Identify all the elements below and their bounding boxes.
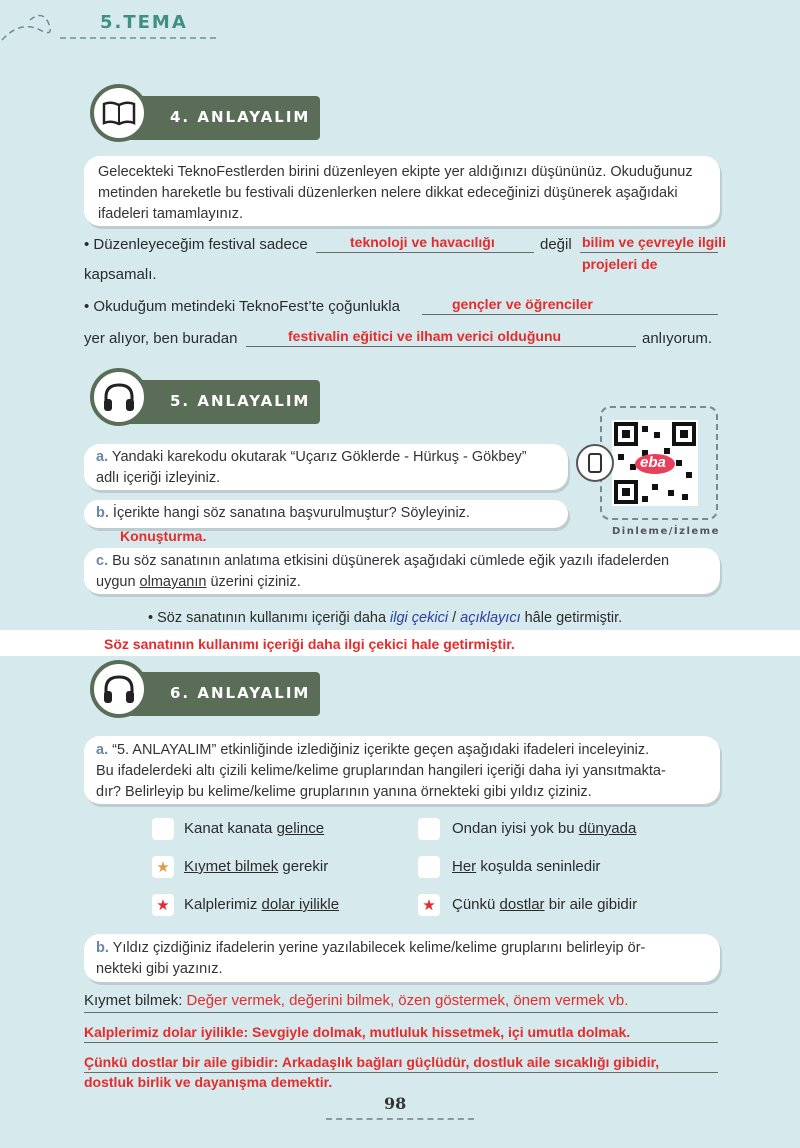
list-item xyxy=(184,858,328,875)
item-text: gerekir xyxy=(278,858,329,875)
question-text: Yıldız çizdiğiniz ifadelerin yerine yazılabilecek kelime/kelime gruplarını belirleyip ör- xyxy=(112,940,646,956)
item-text: Kanat kanata xyxy=(184,820,277,837)
answer-text: festivalin eğitici ve ilham verici olduğunu xyxy=(288,328,562,344)
instruction-box xyxy=(84,156,720,226)
example-label: Kıymet bilmek: xyxy=(84,992,183,1009)
answer-line xyxy=(84,1072,718,1073)
list-item xyxy=(184,820,324,837)
answer-text: bilim ve çevreyle ilgili xyxy=(582,234,726,250)
option-text: açıklayıcı xyxy=(460,610,521,626)
sentence-part: • Söz sanatının kullanımı içeriği daha xyxy=(148,610,391,626)
question-label: b. xyxy=(96,505,109,521)
section-title: 5. ANLAYALIM xyxy=(170,392,311,410)
item-underlined: Kıymet bilmek xyxy=(184,858,279,875)
item-underlined: gelince xyxy=(276,820,325,837)
answer-line xyxy=(422,314,718,315)
star-icon: ★ xyxy=(156,858,170,876)
list-item xyxy=(452,820,636,837)
question-text: uygun xyxy=(96,574,140,590)
question-c-box xyxy=(84,548,720,594)
section-title: 4. ANLAYALIM xyxy=(170,108,311,126)
sentence-part: anlıyorum. xyxy=(642,330,713,347)
star-checkbox[interactable] xyxy=(418,856,440,878)
book-icon xyxy=(90,84,148,142)
list-item xyxy=(184,896,339,913)
item-underlined: dolar iyilikle xyxy=(261,896,340,913)
question-b-box xyxy=(84,934,720,982)
sentence-part: kapsamalı. xyxy=(84,266,157,283)
question-label: b. xyxy=(96,940,109,956)
question-text: nekteki gibi yazınız. xyxy=(96,961,223,977)
question-a-box xyxy=(84,444,568,490)
instruction-text: Gelecekteki TeknoFestlerden birini düzenleyen ekipte yer aldığınızı düşününüz. Okuduğunuz metinden hareketle bu festivali düzenlerken nelere dikkat edeceğinizi düşünerek aşağıdaki ifadeleri tamamlayınız. xyxy=(98,164,693,222)
example-answer xyxy=(84,992,628,1009)
question-b-box xyxy=(84,500,568,528)
headphones-icon xyxy=(90,660,148,718)
question-text: İçerikte hangi söz sanatına başvurulmuştur? Söyleyiniz. xyxy=(112,505,470,521)
example-text: Değer vermek, değerini bilmek, özen göstermek, önem vermek vb. xyxy=(186,992,629,1009)
star-checkbox[interactable] xyxy=(418,894,440,916)
star-icon: ★ xyxy=(422,896,436,914)
star-icon: ★ xyxy=(156,896,170,914)
answer-text: gençler ve öğrenciler xyxy=(452,296,593,312)
answer-line xyxy=(580,252,718,253)
list-item xyxy=(452,858,600,875)
separator: / xyxy=(448,610,461,626)
qr-brand: eba xyxy=(640,454,666,471)
section-title: 6. ANLAYALIM xyxy=(170,684,311,702)
answer-text: Kalplerimiz dolar iyilikle: Sevgiyle dolmak, mutluluk hissetmek, içi umutla dolmak. xyxy=(84,1024,631,1040)
item-underlined: Her xyxy=(452,858,477,875)
phone-icon xyxy=(576,444,614,482)
sentence-part: yer alıyor, ben buradan xyxy=(84,330,238,347)
star-checkbox[interactable] xyxy=(152,818,174,840)
question-label: a. xyxy=(96,742,109,758)
sentence-part: değil xyxy=(540,236,572,253)
question-a-box xyxy=(84,736,720,804)
item-underlined: dostlar xyxy=(499,896,545,913)
star-checkbox[interactable] xyxy=(418,818,440,840)
question-text: dır? Belirleyip bu kelime/kelime gruplarının yanına örnekteki gibi yıldız çiziniz. xyxy=(96,784,592,800)
sentence-part: hâle getirmiştir. xyxy=(520,610,623,626)
star-checkbox[interactable] xyxy=(152,894,174,916)
answer-text: Çünkü dostlar bir aile gibidir: Arkadaşlık bağları güçlüdür, dostluk aile sıcaklığı gibidir, xyxy=(84,1054,660,1070)
page-number: 98 xyxy=(384,1094,407,1113)
list-item xyxy=(452,896,637,913)
theme-title: 5.TEMA xyxy=(100,12,188,33)
question-text: Bu söz sanatının anlatıma etkisini düşünerek aşağıdaki cümlede eğik yazılı ifadelerden xyxy=(112,553,670,569)
item-underlined: dünyada xyxy=(578,820,637,837)
question-text: “5. ANLAYALIM” etkinliğinde izlediğiniz içerikte geçen aşağıdaki ifadeleri inceleyiniz. xyxy=(112,742,650,758)
item-text: bir aile gibidir xyxy=(544,896,638,913)
question-text: Bu ifadelerdeki altı çizili kelime/kelime gruplarından hangileri içeriği daha iyi yansıtmakta- xyxy=(96,763,666,779)
question-text: üzerini çiziniz. xyxy=(206,574,301,590)
headphones-icon xyxy=(90,368,148,426)
question-text: olmayanın xyxy=(139,574,207,590)
item-text: Ondan iyisi yok bu xyxy=(452,820,579,837)
item-text: Kalplerimiz xyxy=(184,896,262,913)
answer-line xyxy=(246,346,636,347)
answer-line xyxy=(84,1042,718,1043)
item-text: Çünkü xyxy=(452,896,500,913)
answer-line xyxy=(84,1012,718,1013)
sentence-part: • Düzenleyeceğim festival sadece xyxy=(84,236,308,253)
qr-label: Dinleme/İzleme xyxy=(612,526,720,537)
qr-code[interactable] xyxy=(612,420,698,506)
question-label: a. xyxy=(96,449,109,465)
option-text: ilgi çekici xyxy=(390,610,449,626)
item-text: koşulda seninledir xyxy=(476,858,601,875)
answer-text: teknoloji ve havacılığı xyxy=(350,234,495,250)
question-label: c. xyxy=(96,553,109,569)
star-checkbox[interactable] xyxy=(152,856,174,878)
answer-text: projeleri de xyxy=(582,256,658,272)
answer-text: Söz sanatının kullanımı içeriği daha ilgi çekici hale getirmiştir. xyxy=(104,636,515,652)
sentence-part: • Okuduğum metindeki TeknoFest’te çoğunlukla xyxy=(84,298,400,315)
answer-text: Konuşturma. xyxy=(120,528,207,544)
footer-decoration xyxy=(326,1118,474,1120)
question-text: Yandaki karekodu okutarak “Uçarız Göklerde - Hürkuş - Gökbey” xyxy=(111,449,527,465)
example-sentence xyxy=(148,610,622,626)
answer-line xyxy=(316,252,534,253)
question-text: adlı içeriği izleyiniz. xyxy=(96,470,221,486)
answer-text: dostluk birlik ve dayanışma demektir. xyxy=(84,1074,333,1090)
